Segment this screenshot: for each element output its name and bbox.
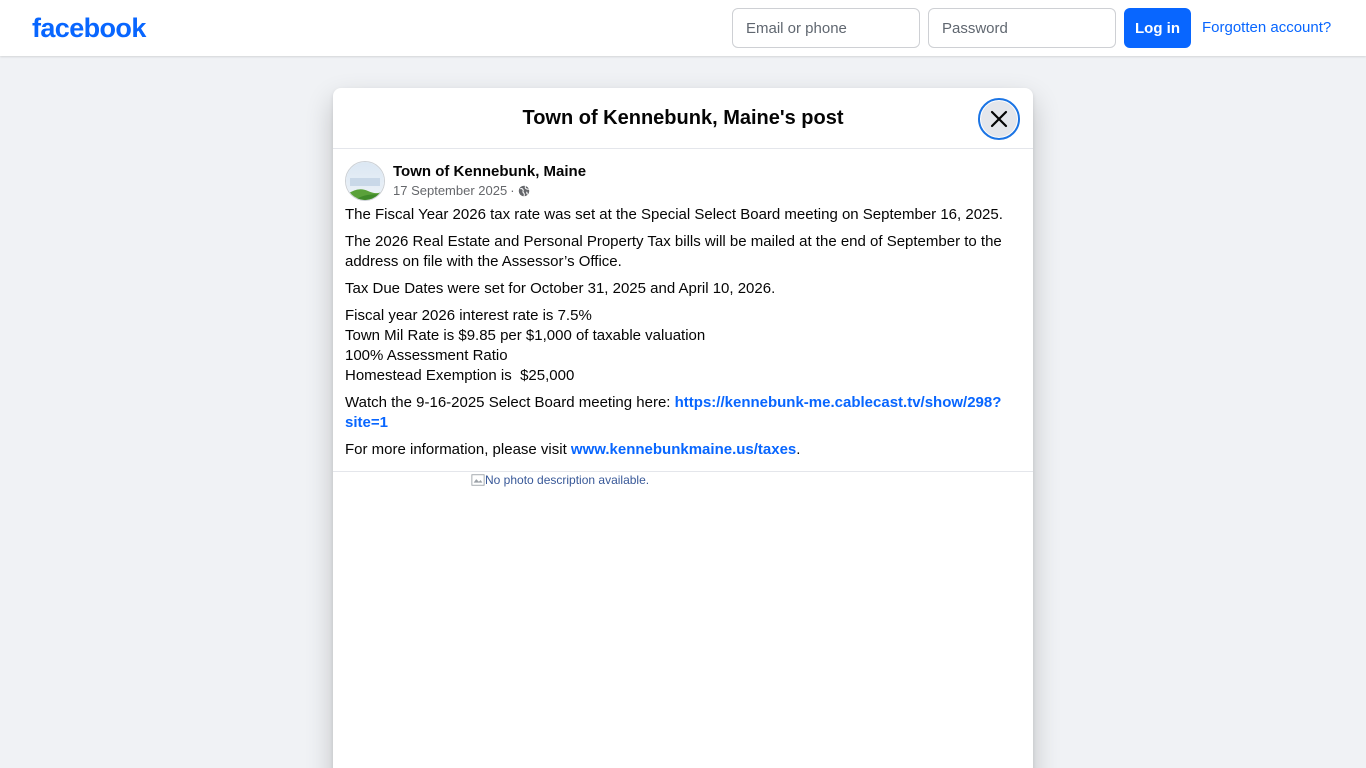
cablecast-link[interactable]: https://kennebunk-me.cablecast.tv/show/298?site=1 [345,394,1002,431]
post-paragraph: Tax Due Dates were set for October 31, 2025 and April 10, 2026. [345,280,776,297]
dialog-title: Town of Kennebunk, Maine's post [522,107,844,129]
post-date[interactable]: 17 September 2025 [393,183,508,198]
post-header [333,149,1033,201]
password-field[interactable] [928,8,1116,48]
email-field[interactable] [732,8,920,48]
page-profile-picture [346,162,385,201]
meta-separator: · [510,183,515,198]
post-paragraph-rates [345,306,1021,386]
info-suffix: . [796,441,801,458]
info-intro-text: For more information, please visit [345,441,571,458]
photo-alt-text [471,473,649,487]
forgotten-account-link[interactable]: Forgotten account? [1202,19,1332,36]
dialog-header [333,88,1033,149]
taxes-website-link[interactable]: www.kennebunkmaine.us/taxes [570,441,797,458]
rate-line: 100% Assessment Ratio [345,347,508,364]
post-paragraph-info [345,440,1021,460]
broken-image-icon [471,473,485,487]
video-intro-text: Watch the 9-16-2025 Select Board meeting here: [345,394,675,411]
post-paragraph: The Fiscal Year 2026 tax rate was set at the Special Select Board meeting on September 16, 2025. [345,206,1003,223]
globe-icon[interactable] [518,185,530,197]
login-button[interactable]: Log in [1124,8,1191,48]
avatar[interactable] [345,161,385,201]
close-button[interactable] [978,98,1020,140]
facebook-logo[interactable]: facebook [32,13,146,43]
post-meta [393,183,530,199]
close-icon [989,109,1009,129]
post-text [333,201,1033,460]
rate-line: Homestead Exemption is $25,000 [345,367,575,384]
rate-line: Town Mil Rate is $9.85 per $1,000 of taxable valuation [345,327,706,344]
rate-line: Fiscal year 2026 interest rate is 7.5% [345,307,592,324]
post-dialog [333,88,1033,768]
post-photo[interactable] [333,471,1033,768]
post-paragraph: The 2026 Real Estate and Personal Property Tax bills will be mailed at the end of September to the address on file with the Assessor’s Office. [345,233,1002,270]
post-paragraph-video [345,393,1021,433]
top-bar [0,0,1366,56]
photo-alt-label: No photo description available. [485,473,650,487]
post-author[interactable]: Town of Kennebunk, Maine [393,163,587,180]
